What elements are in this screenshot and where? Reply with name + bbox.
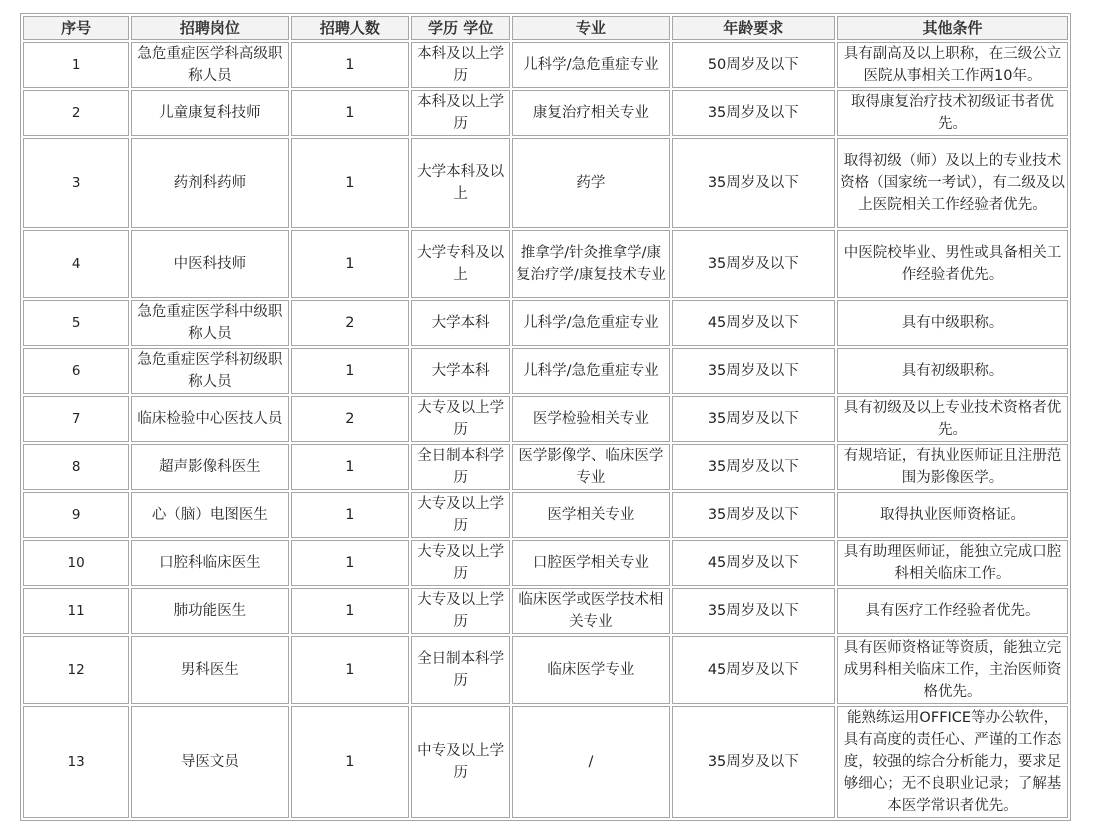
cell-age: 35周岁及以下	[672, 706, 835, 818]
table-row	[23, 492, 1068, 538]
cell-count: 1	[291, 42, 410, 88]
cell-major: 推拿学/针灸推拿学/康复治疗学/康复技术专业	[512, 230, 669, 298]
cell-position: 导医文员	[131, 706, 288, 818]
cell-seq: 13	[23, 706, 129, 818]
cell-education: 大学本科	[411, 300, 510, 346]
cell-major: /	[512, 706, 669, 818]
cell-count: 1	[291, 230, 410, 298]
header-position: 招聘岗位	[131, 16, 288, 40]
cell-age: 35周岁及以下	[672, 138, 835, 228]
cell-position: 急危重症医学科高级职称人员	[131, 42, 288, 88]
cell-count: 1	[291, 706, 410, 818]
table-row	[23, 230, 1068, 298]
cell-position: 中医科技师	[131, 230, 288, 298]
cell-major: 儿科学/急危重症专业	[512, 348, 669, 394]
table-row	[23, 396, 1068, 442]
cell-seq: 12	[23, 636, 129, 704]
cell-age: 50周岁及以下	[672, 42, 835, 88]
cell-count: 1	[291, 492, 410, 538]
cell-count: 1	[291, 588, 410, 634]
cell-other: 中医院校毕业、男性或具备相关工作经验者优先。	[837, 230, 1068, 298]
cell-seq: 8	[23, 444, 129, 490]
recruitment-table-container	[20, 13, 1071, 821]
cell-education: 全日制本科学历	[411, 636, 510, 704]
cell-education: 大专及以上学历	[411, 540, 510, 586]
table-row	[23, 540, 1068, 586]
cell-age: 35周岁及以下	[672, 396, 835, 442]
cell-age: 45周岁及以下	[672, 636, 835, 704]
recruitment-table	[20, 13, 1071, 821]
cell-count: 1	[291, 90, 410, 136]
table-row	[23, 706, 1068, 818]
cell-education: 大学专科及以上	[411, 230, 510, 298]
cell-position: 儿童康复科技师	[131, 90, 288, 136]
cell-seq: 1	[23, 42, 129, 88]
cell-seq: 6	[23, 348, 129, 394]
cell-other: 具有副高及以上职称，在三级公立医院从事相关工作两10年。	[837, 42, 1068, 88]
cell-other: 取得康复治疗技术初级证书者优先。	[837, 90, 1068, 136]
cell-age: 45周岁及以下	[672, 540, 835, 586]
cell-count: 1	[291, 348, 410, 394]
cell-other: 取得执业医师资格证。	[837, 492, 1068, 538]
cell-count: 1	[291, 540, 410, 586]
cell-major: 口腔医学相关专业	[512, 540, 669, 586]
cell-major: 医学影像学、临床医学专业	[512, 444, 669, 490]
cell-count: 2	[291, 300, 410, 346]
cell-seq: 11	[23, 588, 129, 634]
table-row	[23, 636, 1068, 704]
table-row	[23, 588, 1068, 634]
cell-other: 具有中级职称。	[837, 300, 1068, 346]
header-seq: 序号	[23, 16, 129, 40]
cell-education: 大专及以上学历	[411, 588, 510, 634]
cell-other: 具有初级职称。	[837, 348, 1068, 394]
cell-age: 35周岁及以下	[672, 230, 835, 298]
cell-seq: 2	[23, 90, 129, 136]
cell-education: 本科及以上学历	[411, 42, 510, 88]
header-major: 专业	[512, 16, 669, 40]
cell-education: 大学本科	[411, 348, 510, 394]
cell-position: 急危重症医学科中级职称人员	[131, 300, 288, 346]
table-row	[23, 42, 1068, 88]
cell-age: 35周岁及以下	[672, 444, 835, 490]
cell-education: 本科及以上学历	[411, 90, 510, 136]
cell-seq: 7	[23, 396, 129, 442]
header-age: 年龄要求	[672, 16, 835, 40]
cell-other: 取得初级（师）及以上的专业技术资格（国家统一考试），有二级及以上医院相关工作经验者优先。	[837, 138, 1068, 228]
cell-major: 康复治疗相关专业	[512, 90, 669, 136]
cell-major: 医学检验相关专业	[512, 396, 669, 442]
cell-age: 45周岁及以下	[672, 300, 835, 346]
cell-position: 口腔科临床医生	[131, 540, 288, 586]
cell-seq: 5	[23, 300, 129, 346]
cell-other: 具有助理医师证，能独立完成口腔科相关临床工作。	[837, 540, 1068, 586]
cell-education: 全日制本科学历	[411, 444, 510, 490]
cell-major: 临床医学或医学技术相关专业	[512, 588, 669, 634]
table-row	[23, 300, 1068, 346]
cell-age: 35周岁及以下	[672, 492, 835, 538]
cell-seq: 3	[23, 138, 129, 228]
cell-major: 儿科学/急危重症专业	[512, 42, 669, 88]
cell-major: 药学	[512, 138, 669, 228]
cell-position: 肺功能医生	[131, 588, 288, 634]
header-education: 学历 学位	[411, 16, 510, 40]
cell-position: 临床检验中心医技人员	[131, 396, 288, 442]
table-row	[23, 348, 1068, 394]
cell-count: 2	[291, 396, 410, 442]
cell-seq: 4	[23, 230, 129, 298]
header-count: 招聘人数	[291, 16, 410, 40]
cell-position: 超声影像科医生	[131, 444, 288, 490]
cell-position: 急危重症医学科初级职称人员	[131, 348, 288, 394]
cell-education: 大学本科及以上	[411, 138, 510, 228]
cell-education: 大专及以上学历	[411, 396, 510, 442]
cell-seq: 10	[23, 540, 129, 586]
header-row	[23, 16, 1068, 40]
cell-age: 35周岁及以下	[672, 348, 835, 394]
cell-other: 能熟练运用OFFICE等办公软件，具有高度的责任心、严谨的工作态度，较强的综合分析能力，要求足够细心；无不良职业记录；了解基本医学常识者优先。	[837, 706, 1068, 818]
cell-position: 药剂科药师	[131, 138, 288, 228]
cell-age: 35周岁及以下	[672, 588, 835, 634]
cell-other: 具有初级及以上专业技术资格者优先。	[837, 396, 1068, 442]
cell-position: 心（脑）电图医生	[131, 492, 288, 538]
header-other: 其他条件	[837, 16, 1068, 40]
cell-education: 中专及以上学历	[411, 706, 510, 818]
cell-position: 男科医生	[131, 636, 288, 704]
table-row	[23, 90, 1068, 136]
table-row	[23, 444, 1068, 490]
cell-count: 1	[291, 444, 410, 490]
cell-count: 1	[291, 636, 410, 704]
cell-major: 医学相关专业	[512, 492, 669, 538]
cell-count: 1	[291, 138, 410, 228]
cell-seq: 9	[23, 492, 129, 538]
cell-age: 35周岁及以下	[672, 90, 835, 136]
cell-major: 儿科学/急危重症专业	[512, 300, 669, 346]
cell-other: 具有医师资格证等资质，能独立完成男科相关临床工作，主治医师资格优先。	[837, 636, 1068, 704]
cell-education: 大专及以上学历	[411, 492, 510, 538]
cell-other: 有规培证，有执业医师证且注册范围为影像医学。	[837, 444, 1068, 490]
cell-other: 具有医疗工作经验者优先。	[837, 588, 1068, 634]
cell-major: 临床医学专业	[512, 636, 669, 704]
table-row	[23, 138, 1068, 228]
